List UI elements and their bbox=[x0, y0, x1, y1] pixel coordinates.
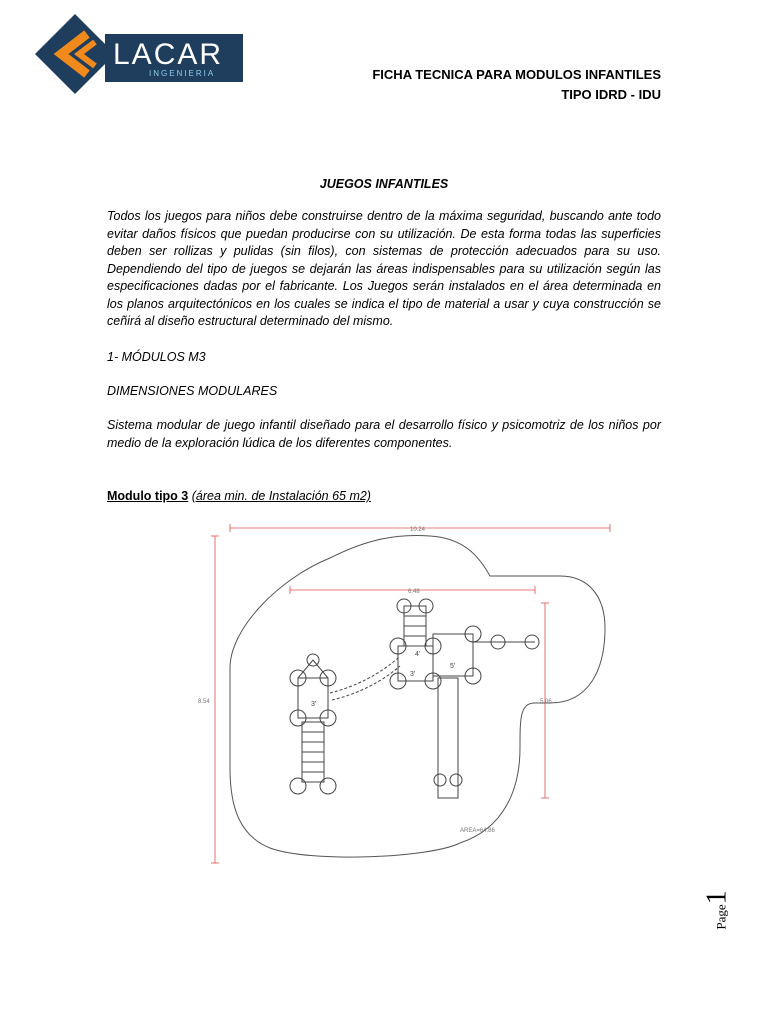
dim-right-label: 5.06 bbox=[540, 699, 552, 705]
module-type-label: Modulo tipo 3 bbox=[107, 489, 189, 503]
module-type-detail: (área min. de Instalación 65 m2) bbox=[191, 489, 371, 503]
header-title: FICHA TECNICA PARA MODULOS INFANTILES bbox=[372, 67, 661, 82]
equipment bbox=[290, 599, 539, 798]
logo-text: LACAR bbox=[113, 38, 224, 71]
playground-plan-drawing bbox=[190, 518, 620, 870]
module-type-line bbox=[107, 489, 371, 503]
logo-subtitle: INGENIERIA bbox=[149, 69, 216, 78]
dimensions-heading: DIMENSIONES MODULARES bbox=[107, 384, 278, 398]
module-heading: 1- MÓDULOS M3 bbox=[107, 350, 206, 364]
height-label-3: 3' bbox=[410, 671, 416, 678]
dim-top-label: 10.24 bbox=[410, 527, 426, 533]
page-number bbox=[701, 880, 736, 940]
page-number-value: 1 bbox=[701, 890, 733, 905]
area-label: AREA=64.86 bbox=[460, 828, 495, 834]
dim-left-label: 8.54 bbox=[198, 699, 210, 705]
dimension-lines bbox=[211, 524, 610, 863]
section-title: JUEGOS INFANTILES bbox=[319, 177, 449, 191]
header-subtitle: TIPO IDRD - IDU bbox=[561, 87, 661, 102]
lacar-logo bbox=[33, 12, 245, 102]
description-paragraph: Sistema modular de juego infantil diseñado para el desarrollo físico y psicomotriz de los niños por medio de la exploración lúdica de los diferentes componentes. bbox=[107, 418, 661, 450]
page-label: Page bbox=[713, 904, 729, 930]
area-boundary bbox=[230, 535, 605, 857]
intro-paragraph: Todos los juegos para niños debe construirse dentro de la máxima seguridad, buscando ante todo evitar daños físicos que puedan producirse con su utilización. De esta forma todas las superficies deben ser rollizas y pulidas (sin filos), con sistemas de protección adecuados para su uso. Dependiendo del tipo de juegos se dejarán las áreas indispensables para su utilización según las especificaciones dadas por el fabricante. Los Juegos serán instalados en el área determinada en los planos arquitectónicos en los cuales se indica el tipo de material a usar y cuya construcción se ceñirá al diseño estructural determinado del mismo. bbox=[107, 209, 661, 328]
height-label-left: 3' bbox=[311, 701, 317, 708]
dim-inner-label: 6.48 bbox=[408, 589, 420, 595]
height-label-4: 4' bbox=[415, 651, 421, 658]
height-label-5: 5' bbox=[450, 663, 456, 670]
